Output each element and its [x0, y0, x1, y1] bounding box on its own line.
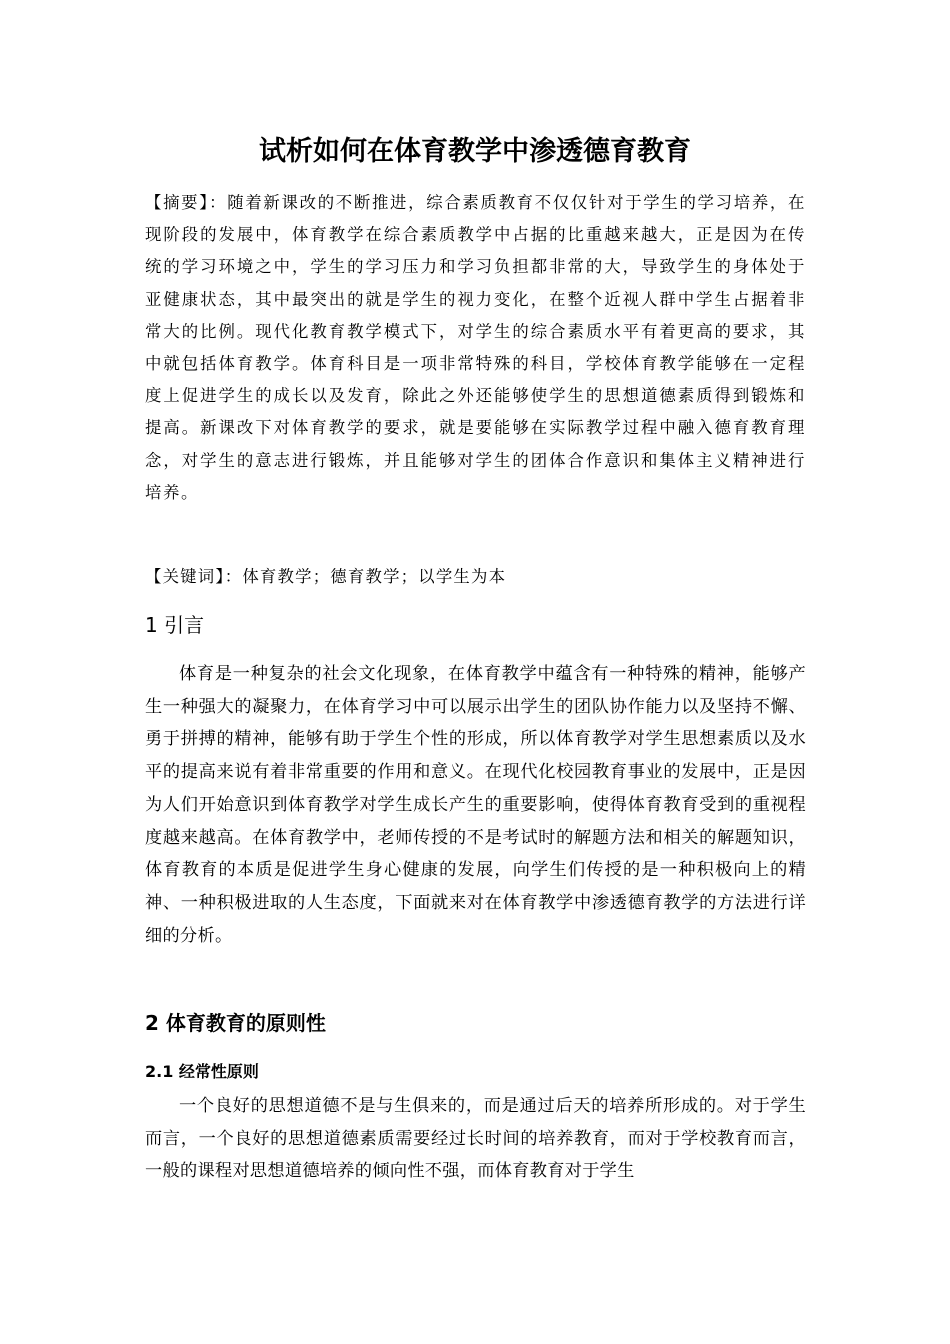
- abstract-text: 随着新课改的不断推进，综合素质教育不仅仅针对于学生的学习培养，在现阶段的发展中，体育教学在综合素质教学中占据的比重越来越大，正是因为在传统的学习环境之中，学生的学习压力和学习负担都非常的大，导致学生的身体处于亚健康状态，其中最突出的就是学生的视力变化，在整个近视人群中学生占据着非常大的比例。现代化教育教学模式下，对学生的综合素质水平有着更高的要求，其中就包括体育教学。体育科目是一项非常特殊的科目，学校体育教学能够在一定程度上促进学生的成长以及发育，除此之外还能够使学生的思想道德素质得到锻炼和提高。新课改下对体育教学的要求，就是要能够在实际教学过程中融入德育教育理念，对学生的意志进行锻炼，并且能够对学生的团体合作意识和集体主义精神进行培养。: [145, 193, 806, 502]
- abstract: [145, 187, 806, 509]
- section-1-paragraph: 体育是一种复杂的社会文化现象，在体育教学中蕴含有一种特殊的精神，能够产生一种强大的凝聚力，在体育学习中可以展示出学生的团队协作能力以及坚持不懈、勇于拼搏的精神，能够有助于学生个性的形成，所以体育教学对学生思想素质以及水平的提高来说有着非常重要的作用和意义。在现代化校园教育事业的发展中，正是因为人们开始意识到体育教学对学生成长产生的重要影响，使得体育教育受到的重视程度越来越高。在体育教学中，老师传授的不是考试时的解题方法和相关的解题知识，体育教育的本质是促进学生身心健康的发展，向学生们传授的是一种积极向上的精神、一种积极进取的人生态度，下面就来对在体育教学中渗透德育教学的方法进行详细的分析。: [145, 664, 806, 946]
- document-title: 试析如何在体育教学中渗透德育教育: [259, 136, 691, 167]
- abstract-label: 【摘要】：: [145, 193, 228, 212]
- keywords: [145, 563, 806, 591]
- section-2-heading: 2 体育教育的原则性: [145, 1011, 326, 1035]
- keywords-text: 体育教学；德育教学；以学生为本: [242, 567, 507, 586]
- section-1-heading: 1 引言: [145, 613, 205, 637]
- section-2-1-heading: 2.1 经常性原则: [145, 1062, 259, 1081]
- keywords-label: 【关键词】：: [145, 567, 243, 586]
- section-2-1-paragraph: 一个良好的思想道德不是与生俱来的，而是通过后天的培养所形成的。对于学生而言，一个良好的思想道德素质需要经过长时间的培养教育，而对于学校教育而言，一般的课程对思想道德培养的倾向性不强，而体育教育对于学生: [145, 1096, 806, 1182]
